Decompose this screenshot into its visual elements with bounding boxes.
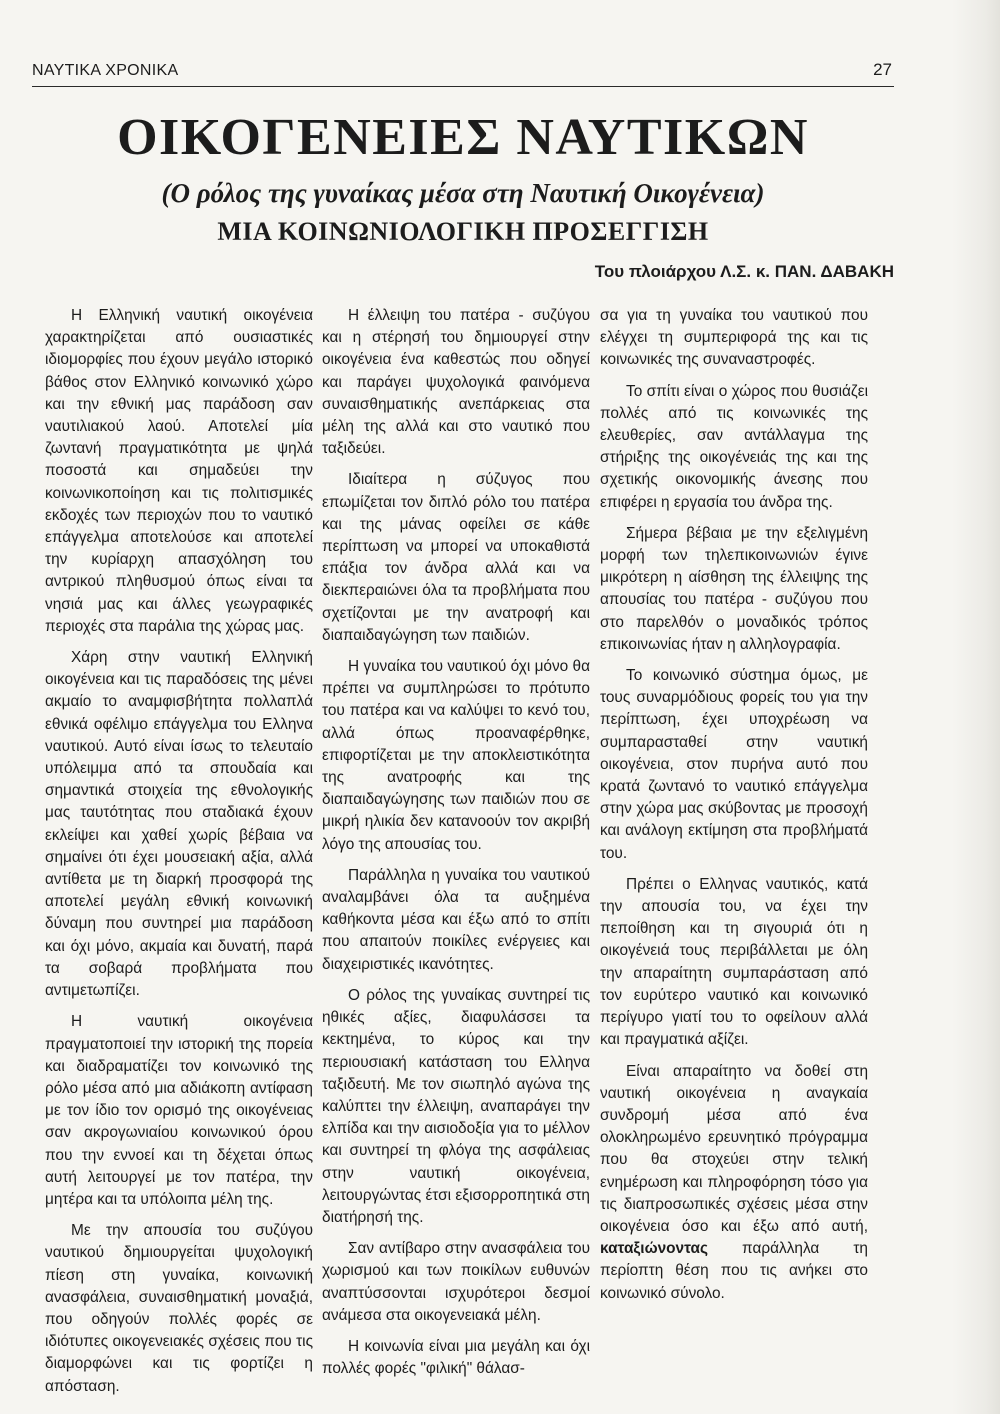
paragraph-text-tail: παράλληλα τη περίοπτη θέση που τις ανήκει στο κοινωνικό σύνολο. [600, 1240, 868, 1302]
paragraph: Η έλλειψη του πατέρα - συζύγου και η στέρησή του δημιουργεί στην οικογένεια ένα καθεστώς που οδηγεί και παράγει ψυχολογικά φαινόμενα συναισθηματικής ανεπάρκειας στα μέλη της αλλά και στο ναυτικό που ταξιδεύει. [322, 307, 590, 458]
paragraph: Με την απουσία του συζύγου ναυτικού δημιουργείται ψυχολογική πίεση στη γυναίκα, κοινωνική ανασφάλεια, συναισθηματική μοναξιά, που οδηγούν πολλές φορές σε ιδιότυπες οικογενειακές σχέσεις που τις διαμορφώνει και τις φορτίζει η απόσταση. [45, 1222, 313, 1395]
paragraph: Το σπίτι είναι ο χώρος που θυσιάζει πολλές από τις κοινωνικές της ελευθερίες, σαν αντάλλαγμα της στήριξης της οικογένειάς της και της σχετικής οικονομικής άνεσης που επιφέρει η εργασία του άνδρα της. [600, 382, 868, 511]
page-number: 27 [873, 60, 892, 79]
paragraph: Ο ρόλος της γυναίκας συντηρεί τις ηθικές αξίες, διαφυλάσσει τα κεκτημένα, το κύρος και την περιουσιακή κατάσταση του Ελληνα ταξιδευτή. Με τον σιωπηλό αγώνα της καλύπτει την έλλειψη, αναπαράγει την ελπίδα και την αισιοδοξία για το μέλλον και συντηρεί τη φλόγα της ασφάλειας στην ναυτική οικογένεια, λειτουργώντας έτσι εξισορροπητικά στη διατήρησή της. [322, 986, 590, 1226]
article-subtitle: (Ο ρόλος της γυναίκας μέσα στη Ναυτική Οικογένεια) [161, 178, 765, 208]
text-column-3 [600, 305, 868, 1314]
paragraph-final [600, 1061, 868, 1305]
paragraph: Η κοινωνία είναι μια μεγάλη και όχι πολλές φορές "φιλική" θάλασ- [322, 1337, 590, 1378]
paragraph: Ιδιαίτερα η σύζυγος που επωμίζεται τον διπλό ρόλο του πατέρα και της μάνας οφείλει σε κάθε περίπτωση να μπορεί να υποκαθιστά επάξια τον άνδρα αλλά και να διεκπεραιώνει όλα τα προβλήματα που σχετίζονται με την ανατροφή και διαπαιδαγώγηση των παιδιών. [322, 471, 590, 644]
author-byline: Του πλοιάρχου Λ.Σ. κ. ΠΑΝ. ΔΑΒΑΚΗ [594, 262, 894, 281]
paragraph: Παράλληλα η γυναίκα του ναυτικού αναλαμβάνει όλα τα αυξημένα καθήκοντα μέσα και έξω από το σπίτι που απαιτούν ποικίλες ενέργειες και διαχειριστικές ικανότητες. [322, 866, 590, 973]
paragraph: Η Ελληνική ναυτική οικογένεια χαρακτηρίζεται από ουσιαστικές ιδιομορφίες που έχουν μεγάλο ιστορικό βάθος στον Ελληνικό κοινωνικό χώρο και την εθνική μας παράδοση σαν ναυτιλιακού λαού. Αποτελεί μία ζωντανή πραγματικότητα με ψηλά ποσοστά και σημαδεύει την κοινωνικοποίηση και τις πολιτισμικές εκδοχές των περιοχών που το ναυτικό επάγγελμα αποτελούσε και αποτελεί την κυρίαρχη απασχόληση του αντρικού πληθυσμού όπως είναι τα νησιά μας και άλλες γεωγραφικές περιοχές στα παράλια της χώρας μας. [45, 307, 313, 635]
text-column-1 [45, 305, 313, 1407]
paragraph: Χάρη στην ναυτική Ελληνική οικογένεια και τις παραδόσεις της μένει ακμαίο το αναμφισβήτητα πολλαπλά εθνικά οφέλιμο επάγγελμα του Ελληνα ναυτικού. Αυτό είναι ίσως το τελευταίο υπόλειμμα από τα σπουδαία και σημαντικά στοιχεία της εθνολογικής μας ταυτότητας που σταδιακά έχουν εκλείψει και χαθεί χωρίς βέβαια να σημαίνει ότι έχει μουσειακή αξία, αλλά αντίθετα με τη διαρκή προσφορά της αποτελεί μεγάλη εθνική κοινωνική δύναμη που συντηρεί μια παράδοση και όχι μόνο, ακμαία και δυνατή, παρά τα σοβαρά προβλήματα που αντιμετωπίζει. [45, 649, 313, 1000]
paragraph: Πρέπει ο Ελληνας ναυτικός, κατά την απουσία του, να έχει την πεποίθηση και τη σιγουριά ότι η οικογένειά τους περιβάλλεται με όλη την απαραίτητη συμπαράσταση από τον ευρύτερο ναυτικό και κοινωνικό περίγυρο γιατί του το οφείλουν αλλά και πραγματικά αξίζει. [600, 875, 868, 1049]
running-header [32, 60, 894, 87]
paragraph: Σήμερα βέβαια με την εξελιγμένη μορφή των τηλεπικοινωνιών έγινε μικρότερη η αίσθηση της έλλειψης της απουσίας του πατέρα - συζύγου που στο παρελθόν ο μοναδικός τρόπος επικοινωνίας ήταν η αλληλογραφία. [600, 524, 868, 653]
paragraph: Το κοινωνικό σύστημα όμως, με τους συναρμόδιους φορείς του για την περίπτωση, έχει υποχρέωση να συμπαρασταθεί στην ναυτική οικογένεια, στον πυρήνα αυτό που κρατά ζωντανό το ναυτικό επάγγελμα στην χώρα μας σκύβοντας με προσοχή και ανάλογη εκτίμηση στα προβλήματά του. [600, 667, 868, 862]
paragraph-text: Είναι απαραίτητο να δοθεί στη ναυτική οικογένεια η αναγκαία συνδρομή μέσα από ένα ολοκληρωμένο ερευνητικό πρόγραμμα που θα στοχεύει στην τελική ενημέρωση και πληροφόρηση τόσο για τις διαπροσωπικές σχέσεις μέσα στην οικογένεια όσο και έξω από αυτή, [600, 1062, 868, 1235]
text-column-2 [322, 305, 590, 1389]
paragraph: Σαν αντίβαρο στην ανασφάλεια του χωρισμού και των ποικίλων ευθυνών αναπτύσσονται ισχυρότεροι δεσμοί ανάμεσα στα οικογενειακά μέλη. [322, 1240, 590, 1324]
running-title: ΝΑΥΤΙΚΑ ΧΡΟΝΙΚΑ [32, 62, 179, 79]
paragraph: Η ναυτική οικογένεια πραγματοποιεί την ιστορική της πορεία και διαδραματίζει τον κοινωνικό της ρόλο μέσα από μια αδιάκοπη αντίφαση με τον ίδιο τον ορισμό της οικογένειας σαν ακρογωνιαίου κοινωνικού όρου που την εννοεί και τη δέχεται όπως αυτή λειτουργεί με τον πατέρα, την μητέρα και τα υπόλοιπα μέλη της. [45, 1013, 313, 1208]
article-title: ΟΙΚΟΓΕΝΕΙΕΣ ΝΑΥΤΙΚΩΝ [117, 109, 809, 166]
paragraph: Η γυναίκα του ναυτικού όχι μόνο θα πρέπει να συμπληρώσει το πρότυπο του πατέρα και να καλύψει το κενό του, αλλά όπως προαναφέρθηκε, επιφορτίζεται με την αποκλειστικότητα της ανατροφής και της διαπαιδαγώγησης των παιδιών που σε μικρή ηλικία δεν κατανοούν τον ακριβή λόγο της απουσίας του. [322, 658, 590, 853]
paragraph-continued: σα για τη γυναίκα του ναυτικού που ελέγχει τη συμπεριφορά της και τις κοινωνικές της συναναστροφές. [600, 307, 868, 369]
section-heading: ΜΙΑ ΚΟΙΝΩΝΙΟΛΟΓΙΚΗ ΠΡΟΣΕΓΓΙΣΗ [217, 217, 709, 246]
emphasized-word: καταξιώνοντας [600, 1240, 708, 1258]
page-edge-shadow [952, 0, 1000, 1414]
